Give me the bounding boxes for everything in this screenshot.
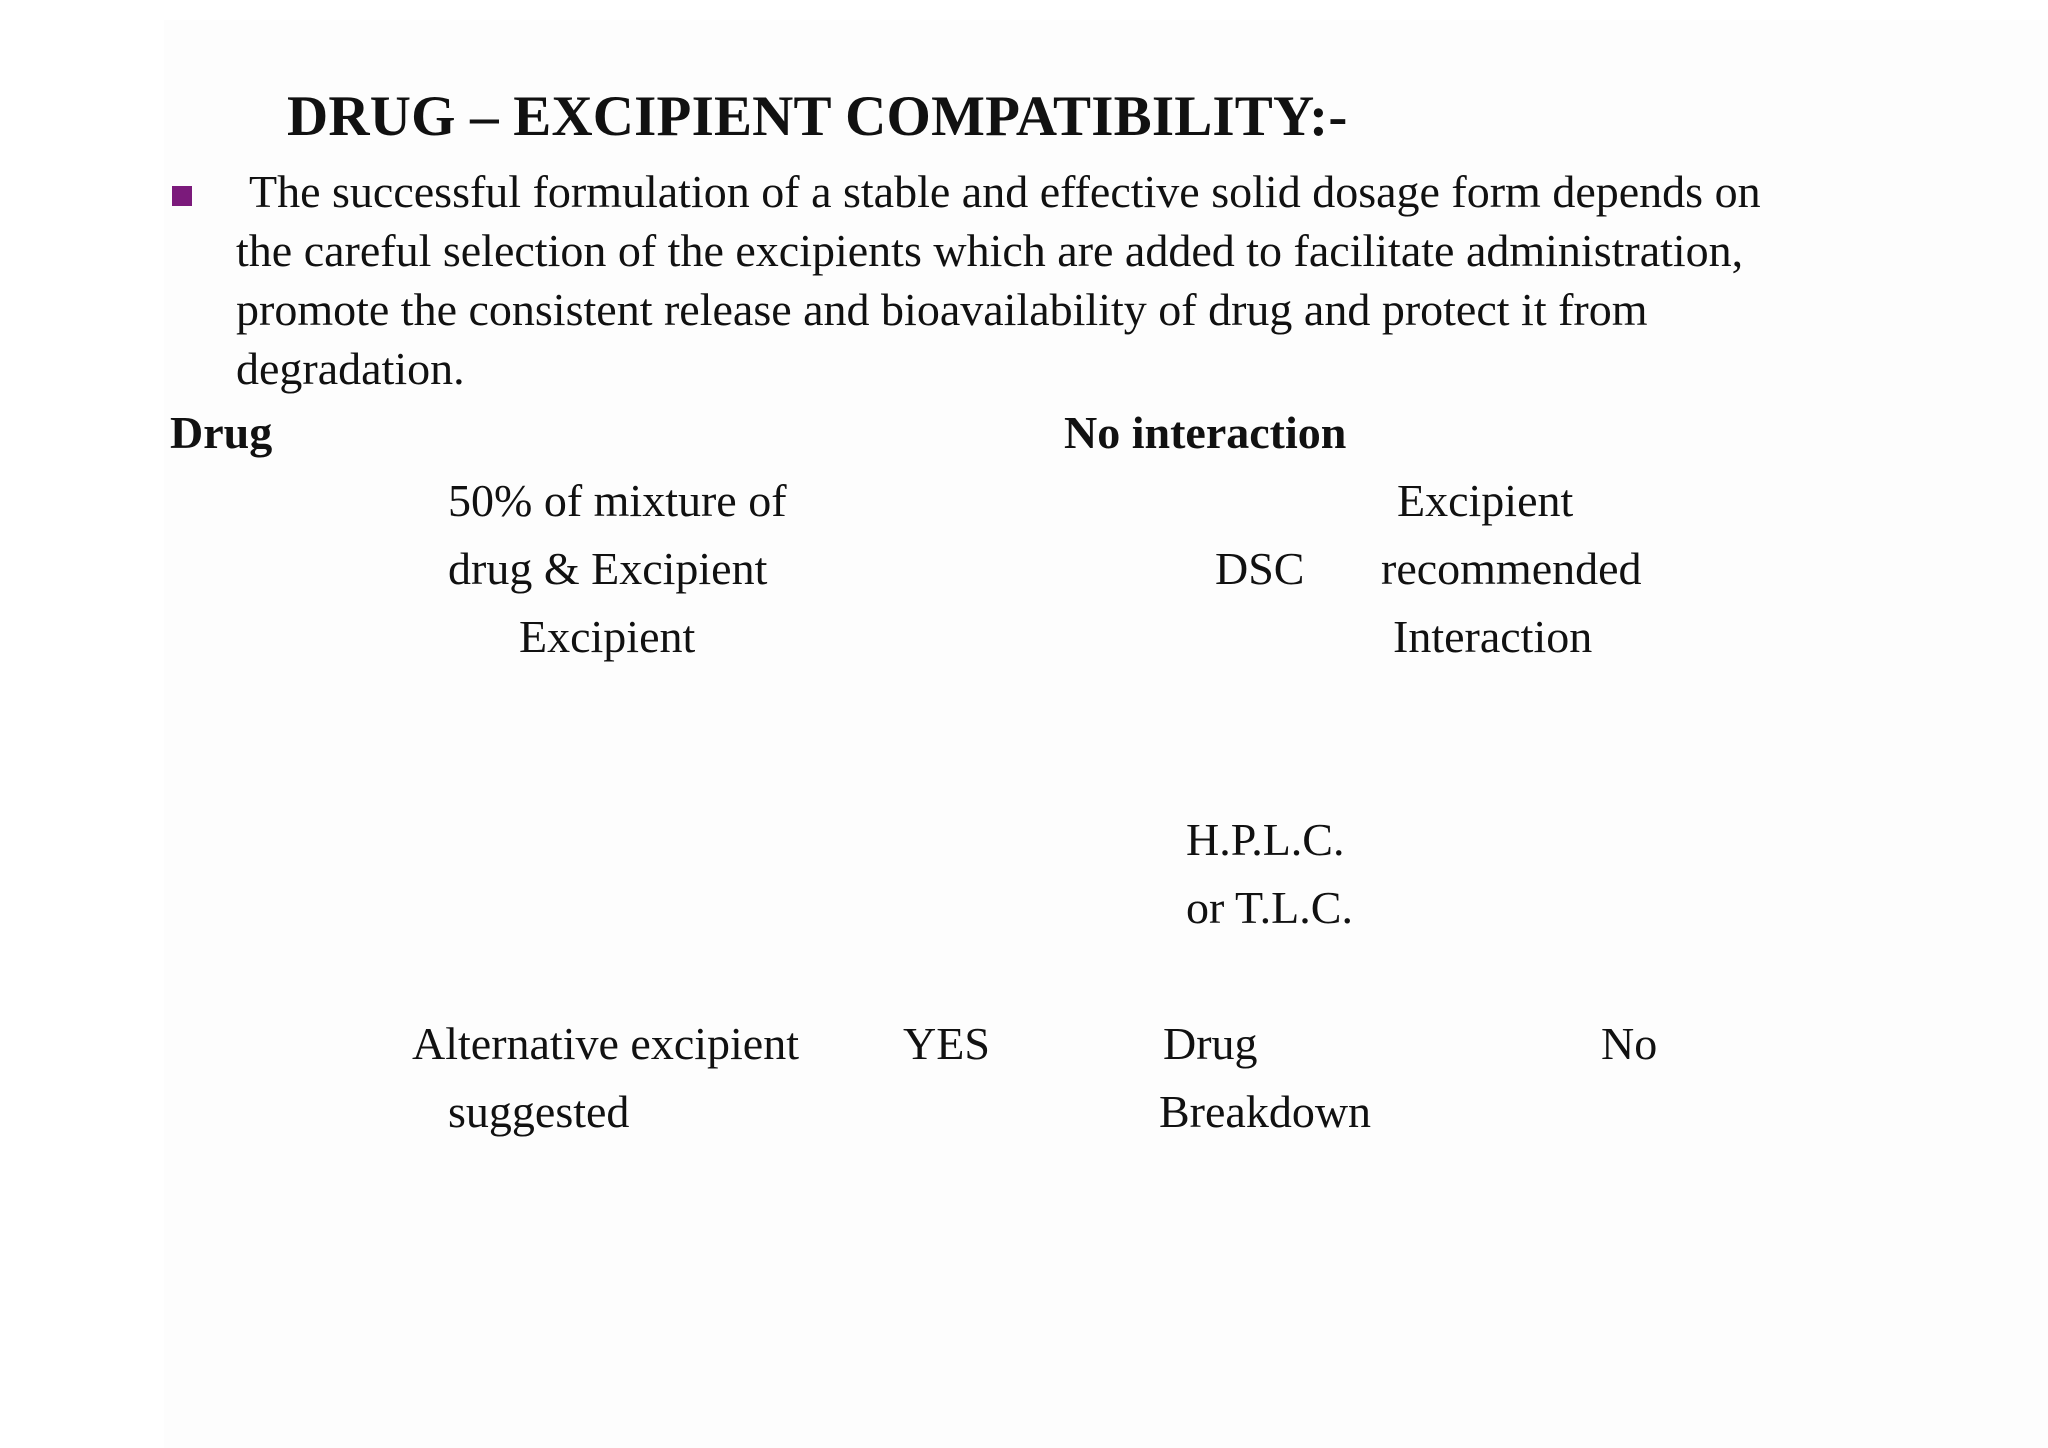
drug-breakdown-label-line2: Breakdown	[1159, 1086, 1372, 1137]
yes-label: YES	[903, 1018, 990, 1069]
interaction-label: Interaction	[1393, 611, 1593, 662]
excipient-top-label: Excipient	[1397, 475, 1574, 526]
square-bullet-icon	[172, 186, 192, 206]
alternative-label-line2: suggested	[448, 1086, 630, 1137]
drug-label: Drug	[170, 407, 273, 458]
drug-breakdown-label-line1: Drug	[1163, 1018, 1258, 1069]
paragraph-line-1: The successful formulation of a stable and effective solid dosage form depends on	[249, 166, 1761, 217]
mixture-label-line2: drug & Excipient	[448, 543, 768, 594]
paragraph-line-2: the careful selection of the excipients which are added to facilitate administration,	[236, 225, 1744, 276]
hplc-label-line2: or T.L.C.	[1186, 882, 1353, 933]
hplc-label-line1: H.P.L.C.	[1186, 814, 1345, 865]
no-interaction-label: No interaction	[1064, 407, 1347, 458]
intro-paragraph	[236, 162, 1876, 398]
dsc-label: DSC	[1215, 543, 1305, 594]
mixture-label-line1: 50% of mixture of	[448, 475, 787, 526]
paragraph-line-3: promote the consistent release and bioavailability of drug and protect it from	[236, 284, 1648, 335]
slide-title: DRUG – EXCIPIENT COMPATIBILITY:-	[287, 85, 1348, 148]
no-label: No	[1601, 1018, 1658, 1069]
recommended-label: recommended	[1381, 543, 1642, 594]
excipient-left-label: Excipient	[519, 611, 696, 662]
paragraph-line-4: degradation.	[236, 343, 465, 394]
alternative-label-line1: Alternative excipient	[412, 1018, 800, 1069]
